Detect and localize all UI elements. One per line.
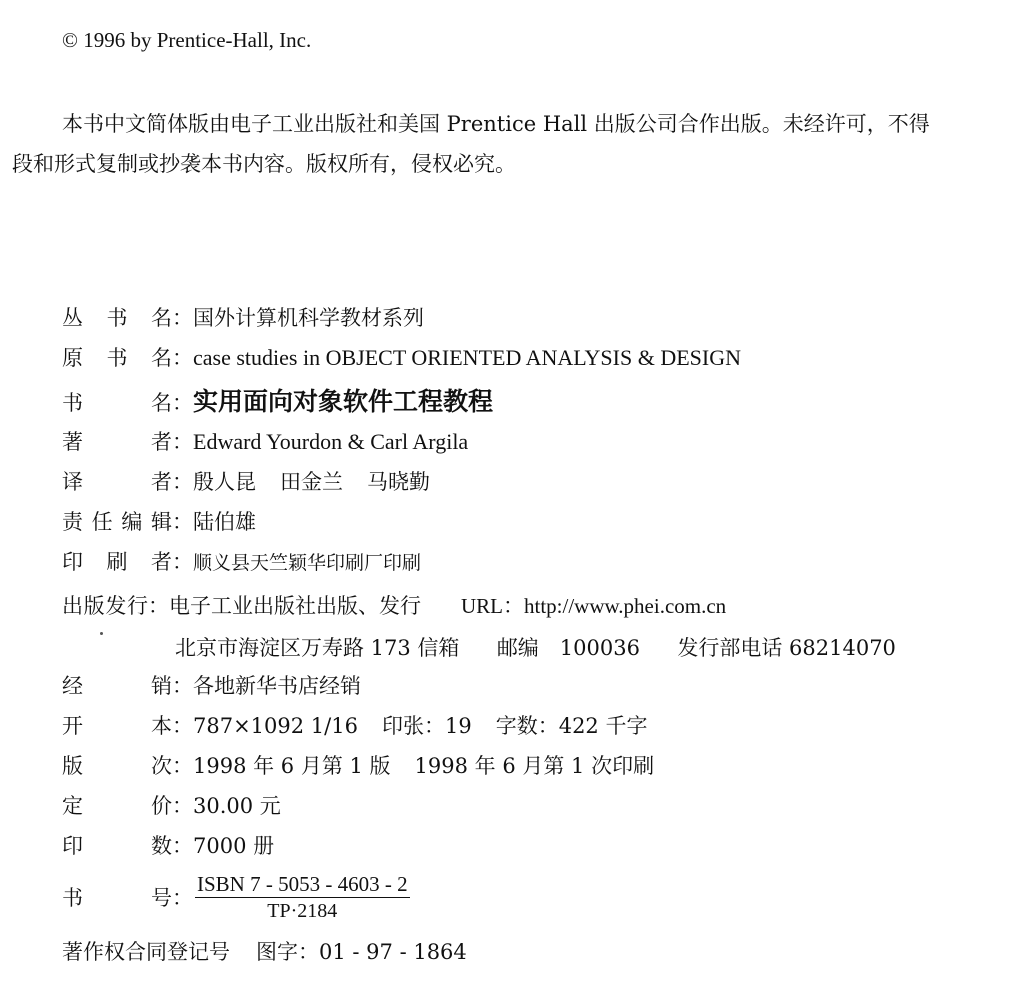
record-contract [62, 936, 467, 976]
price-label: 定 价 [62, 794, 172, 818]
distributor-value: 各地新华书店经销 [193, 674, 361, 698]
translators-colon: ： [172, 470, 193, 494]
publisher-url: URL：http://www.phei.com.cn [461, 594, 727, 618]
format-colon: ： [172, 714, 193, 738]
copies-colon: ： [172, 834, 193, 858]
distributor-label: 经 销 [62, 674, 172, 698]
words-value: 字数：422 千字 [495, 714, 648, 738]
publisher-label: 出 版 发 行 [62, 594, 148, 618]
sheets-value: 印张：19 [381, 714, 472, 738]
editor-label: 责 任 编 辑 [62, 510, 172, 534]
original-value: case studies in OBJECT ORIENTED ANALYSIS & DESIGN [193, 345, 741, 370]
isbn-classification: TP·2184 [267, 900, 338, 922]
printer-label: 印 刷 者 [62, 550, 172, 574]
printer-value: 顺义县天竺颖华印刷厂印刷 [193, 552, 422, 574]
contract-label: 著作权合同登记号 [62, 940, 230, 964]
publisher-value: 电子工业出版社出版、发行 [169, 594, 421, 618]
address-value: 北京市海淀区万寿路 173 信箱 [175, 636, 460, 660]
edition-colon: ： [172, 754, 193, 778]
distributor-colon: ： [172, 674, 193, 698]
editor-colon: ： [172, 510, 193, 534]
original-colon: ： [172, 346, 193, 370]
isbn-fraction [195, 871, 410, 924]
postcode-value: 邮编 100036 [496, 636, 640, 660]
copyright-line: © 1996 by Prentice-Hall, Inc. [62, 28, 312, 52]
notice-line-2: 段和形式复制或抄袭本书内容。版权所有，侵权必究。 [12, 152, 516, 176]
translators-label: 译 者 [62, 470, 172, 494]
printing-value: 1998 年 6 月第 1 次印刷 [414, 754, 655, 778]
isbn-number: ISBN 7 - 5053 - 4603 - 2 [197, 872, 408, 896]
title-colon: ： [172, 391, 193, 415]
isbn-label: 书 号 [62, 886, 172, 910]
record-format [62, 710, 647, 750]
record-printer [62, 546, 421, 586]
publisher-colon: ： [148, 594, 169, 618]
author-colon: ： [172, 430, 193, 454]
original-label: 原 书 名 [62, 346, 172, 370]
series-label: 丛 书 名 [62, 306, 172, 330]
record-series [62, 302, 424, 342]
record-translators [62, 466, 430, 506]
format-value: 787×1092 1/16 [193, 714, 358, 738]
translator-3: 马晓勤 [367, 470, 430, 494]
edition-value: 1998 年 6 月第 1 版 [193, 754, 391, 778]
format-label: 开 本 [62, 714, 172, 738]
record-edition [62, 750, 654, 790]
series-colon: ： [172, 306, 193, 330]
author-label: 著 者 [62, 430, 172, 454]
translator-2: 田金兰 [280, 470, 343, 494]
edition-label: 版 次 [62, 754, 172, 778]
record-isbn [62, 872, 410, 922]
book-title: 实用面向对象软件工程教程 [193, 387, 494, 416]
title-label: 书 名 [62, 391, 172, 415]
author-value: Edward Yourdon & Carl Argila [193, 429, 469, 454]
printer-colon: ： [172, 550, 193, 574]
record-distributor [62, 670, 361, 710]
record-copies [62, 830, 274, 870]
series-value: 国外计算机科学教材系列 [193, 306, 424, 330]
copies-value: 7000 册 [193, 834, 275, 858]
record-address [175, 632, 896, 662]
record-price [62, 790, 281, 830]
price-value: 30.00 元 [193, 794, 281, 818]
price-colon: ： [172, 794, 193, 818]
translator-1: 殷人昆 [193, 470, 256, 494]
copies-label: 印 数 [62, 834, 172, 858]
record-author [62, 426, 468, 466]
isbn-colon: ： [172, 886, 193, 910]
speck-dot [100, 632, 103, 635]
record-original-title [62, 342, 741, 382]
contract-value: 图字：01 - 97 - 1864 [256, 940, 467, 964]
editor-value: 陆伯雄 [193, 510, 256, 534]
record-editor [62, 506, 256, 546]
record-publisher [62, 590, 726, 630]
notice-line-1: 本书中文简体版由电子工业出版社和美国 Prentice Hall 出版公司合作出版。未经许可，不得 [62, 112, 930, 136]
phone-value: 发行部电话 68214070 [677, 636, 896, 660]
record-title [62, 382, 493, 422]
